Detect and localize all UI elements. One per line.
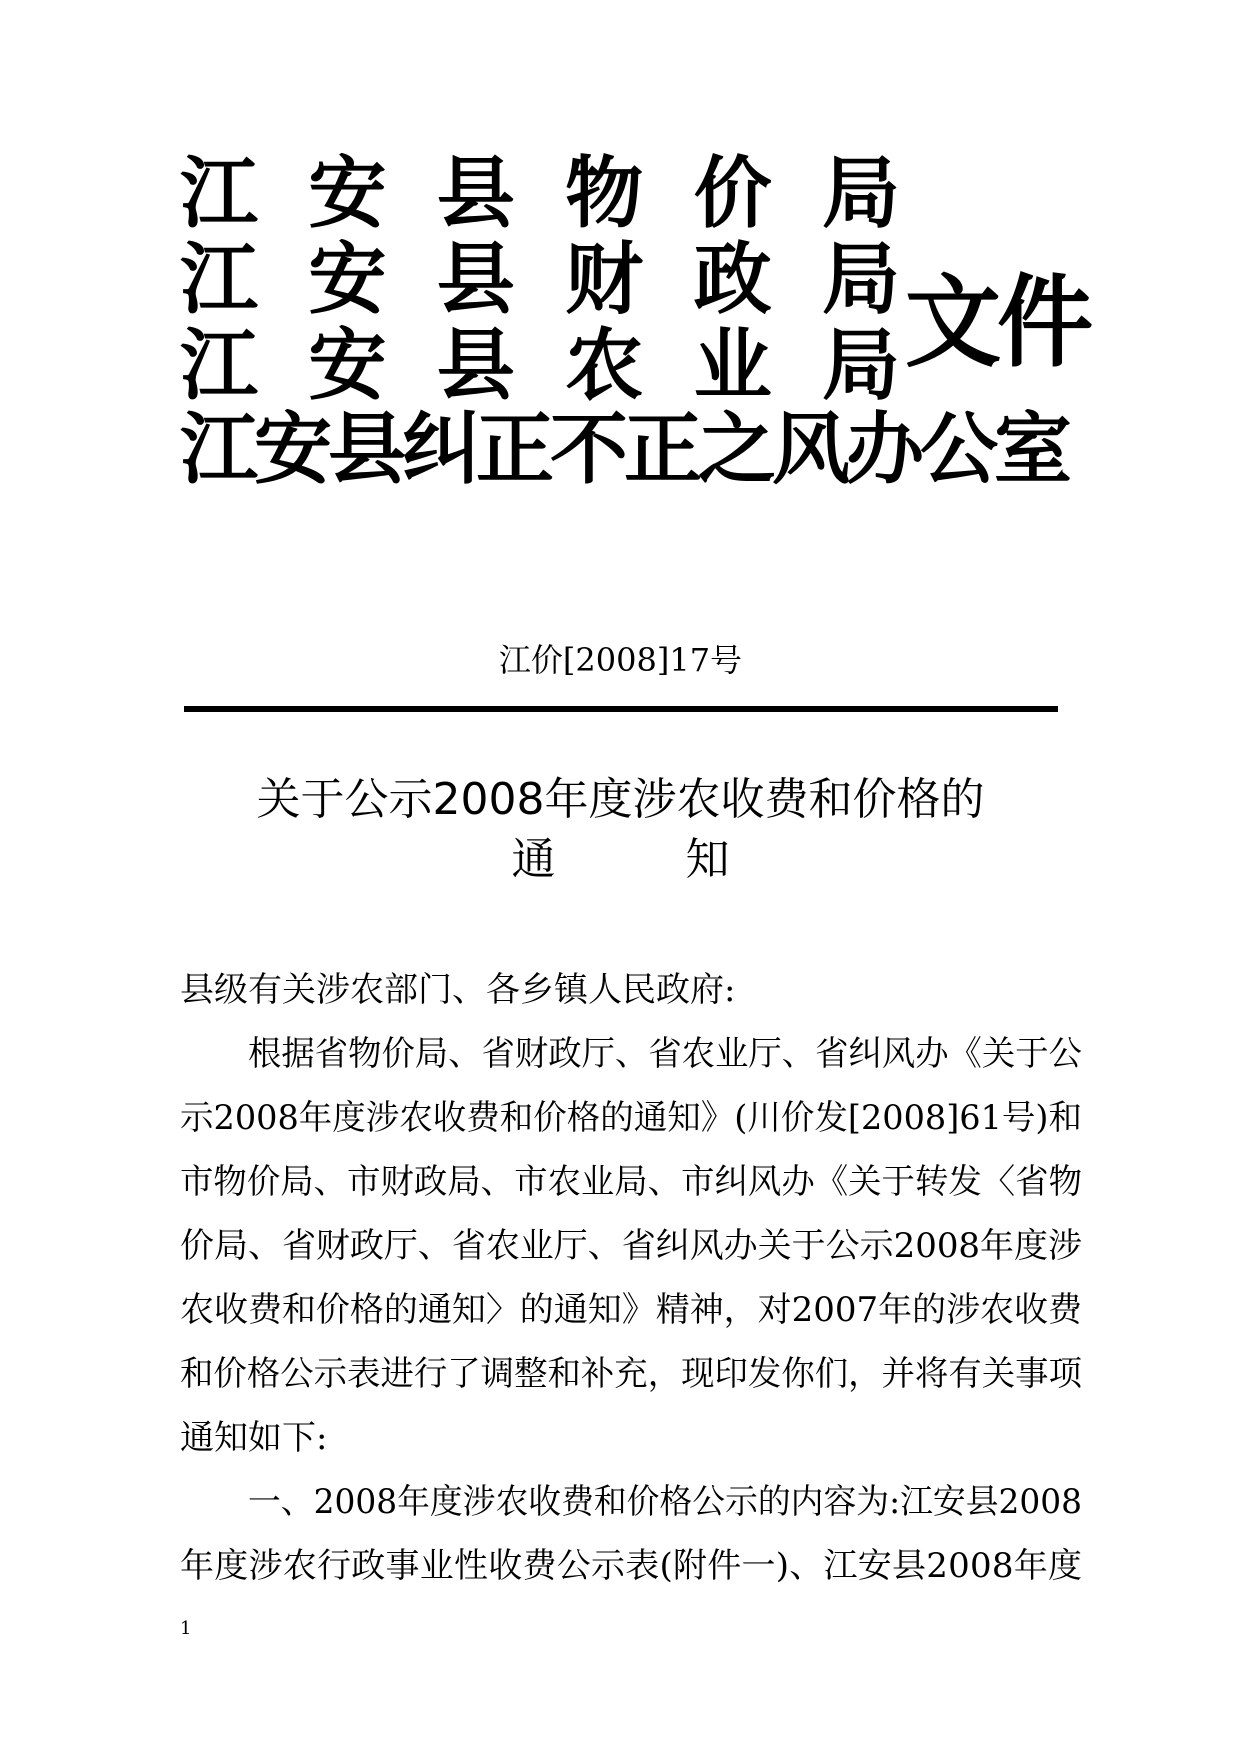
agency-line-agriculture-bureau [180, 321, 900, 411]
agency-char: 安 [308, 321, 387, 411]
agency-char: 业 [693, 321, 772, 411]
agency-line-correction-office [180, 405, 1069, 495]
agency-name: 江安县纠正不正之风办公室 [180, 405, 1069, 495]
body-line: 根据省物价局、省财政厅、省农业厅、省纠风办《关于公 [248, 1034, 1082, 1074]
agency-char: 局 [821, 235, 900, 325]
header-divider [184, 706, 1058, 712]
agency-char: 财 [565, 235, 644, 325]
document-body [180, 958, 1082, 1598]
salutation: 县级有关涉农部门、各乡镇人民政府: [180, 970, 736, 1010]
body-line: 通知如下: [180, 1418, 328, 1458]
agency-char: 安 [308, 235, 387, 325]
agency-char: 江 [180, 235, 259, 325]
agency-char: 政 [693, 235, 772, 325]
document-number: 江价[2008]17号 [498, 641, 743, 679]
body-line: 年度涉农行政事业性收费公示表(附件一)、江安县2008年度 [180, 1546, 1083, 1586]
agency-char: 江 [180, 149, 259, 239]
agency-char: 农 [565, 321, 644, 411]
agency-char: 县 [436, 321, 515, 411]
document-title-line-2: 通知 [511, 834, 860, 885]
agency-char: 局 [821, 149, 900, 239]
agency-char: 物 [565, 149, 644, 239]
agency-line-price-bureau [180, 149, 900, 239]
body-line: 农收费和价格的通知〉的通知》精神，对2007年的涉农收费 [180, 1290, 1082, 1330]
body-line: 和价格公示表进行了调整和补充，现印发你们，并将有关事项 [180, 1354, 1082, 1394]
agency-char: 安 [308, 149, 387, 239]
body-line: 一、2008年度涉农收费和价格公示的内容为:江安县2008 [248, 1482, 1082, 1522]
page-number: 1 [180, 1618, 192, 1639]
body-line: 示2008年度涉农收费和价格的通知》(川价发[2008]61号)和 [180, 1098, 1082, 1138]
document-title-line-1: 关于公示2008年度涉农收费和价格的 [256, 774, 985, 825]
agency-char: 江 [180, 321, 259, 411]
agency-line-finance-bureau [180, 235, 900, 325]
agency-char: 县 [436, 149, 515, 239]
agency-char: 价 [693, 149, 772, 239]
body-line: 价局、省财政厅、省农业厅、省纠风办关于公示2008年度涉 [180, 1226, 1082, 1266]
body-line: 市物价局、市财政局、市农业局、市纠风办《关于转发〈省物 [180, 1162, 1082, 1202]
document-word: 文件 [905, 264, 1090, 381]
agency-char: 局 [821, 321, 900, 411]
agency-char: 县 [436, 235, 515, 325]
